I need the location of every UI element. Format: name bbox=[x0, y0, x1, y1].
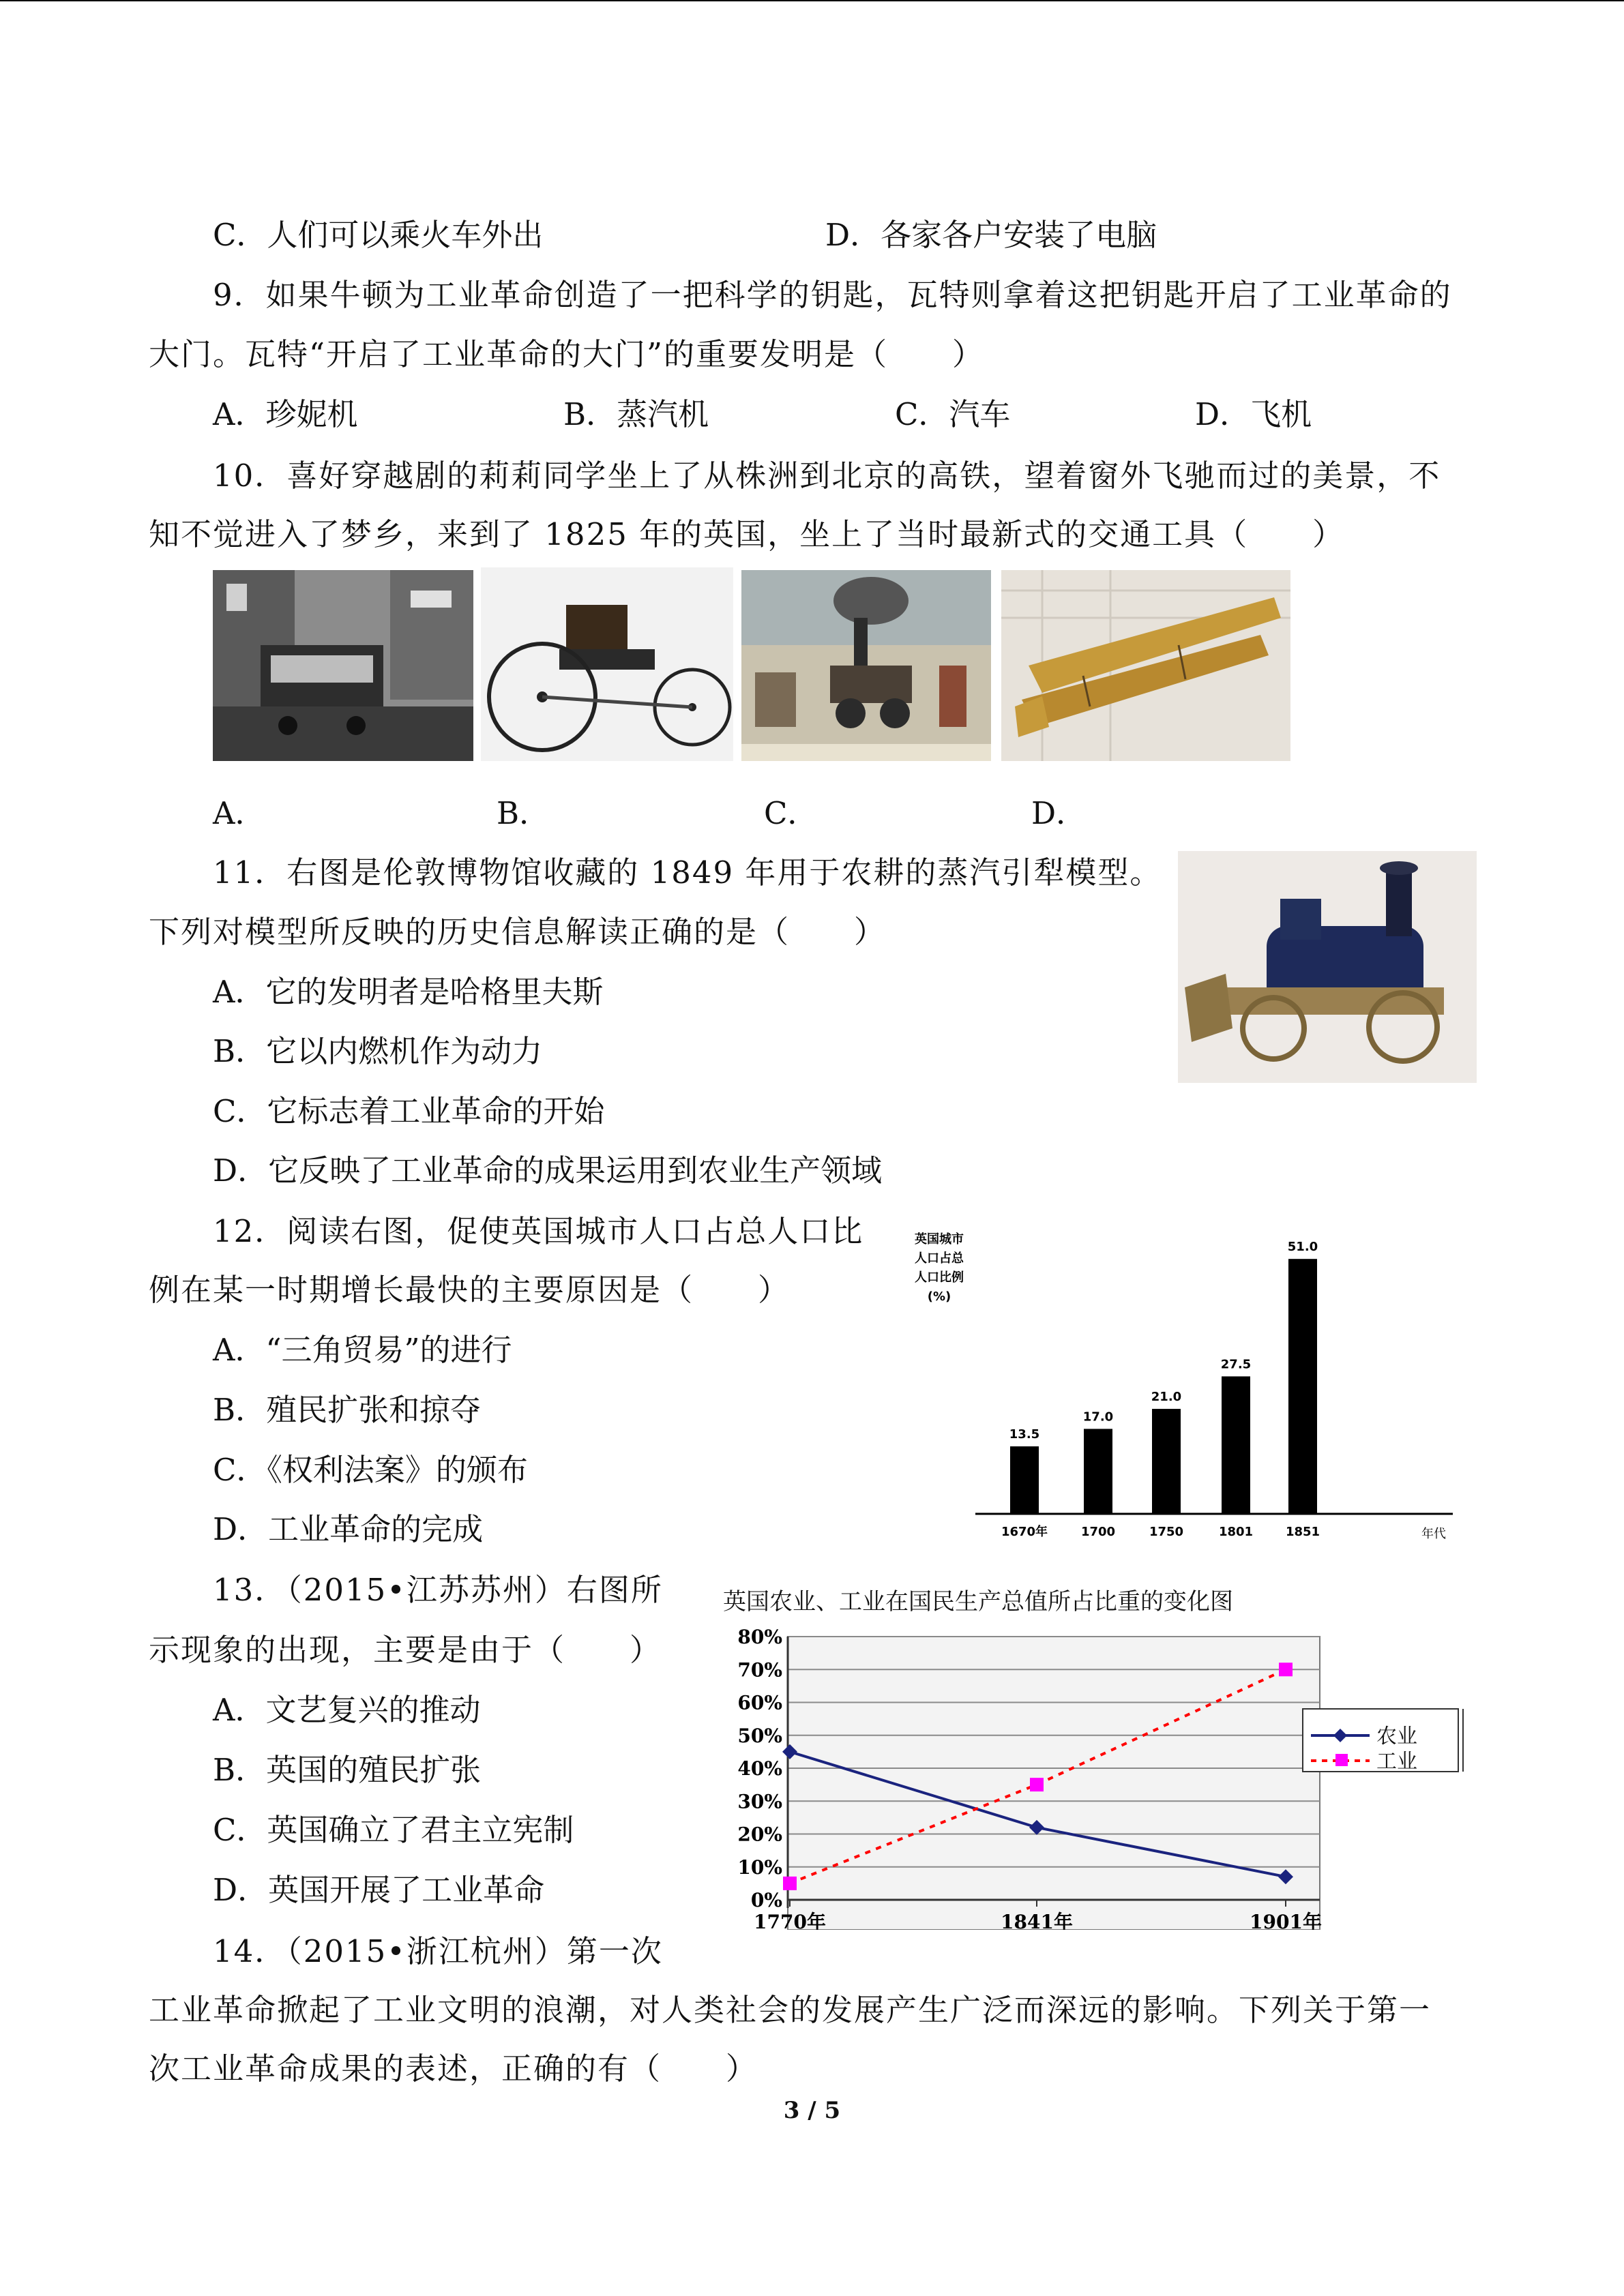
q12-option-a: A．“三角贸易”的进行 bbox=[213, 1332, 512, 1368]
q13-option-a: A．文艺复兴的推动 bbox=[213, 1692, 481, 1728]
q9-option-c: C．汽车 bbox=[895, 396, 1011, 432]
q10-photo-label-d: D． bbox=[1031, 795, 1087, 831]
line-chart-ytick: 40% bbox=[737, 1757, 782, 1780]
q12-option-c: C．《权利法案》的颁布 bbox=[213, 1452, 528, 1488]
q13-option-b: B．英国的殖民扩张 bbox=[213, 1752, 482, 1788]
bar-1851 bbox=[1288, 1259, 1317, 1514]
bar-value-label: 21.0 bbox=[1151, 1390, 1182, 1405]
q12-stem-line2: 例在某一时期增长最快的主要原因是（ ） bbox=[149, 1272, 791, 1308]
bar-1700 bbox=[1084, 1429, 1112, 1514]
q11-stem-line1: 11．右图是伦敦博物馆收藏的 1849 年用于农耕的蒸汽引犁模型。 bbox=[213, 854, 1162, 891]
line-chart-title: 英国农业、工业在国民生产总值所占比重的变化图 bbox=[723, 1588, 1233, 1615]
bar-1670年 bbox=[1010, 1446, 1039, 1514]
q9-stem-line1: 9．如果牛顿为工业革命创造了一把科学的钥匙，瓦特则拿着这把钥匙开启了工业革命的 bbox=[213, 277, 1452, 313]
line-chart-ytick: 80% bbox=[737, 1626, 782, 1648]
q10-photo-label-c: C． bbox=[764, 795, 818, 831]
q8-option-c: C．人们可以乘火车外出 bbox=[213, 217, 544, 253]
bar-chart-ylabel-line1: 英国城市 bbox=[915, 1232, 964, 1247]
line-chart-ytick: 30% bbox=[737, 1790, 782, 1813]
q10-stem-line1: 10．喜好穿越剧的莉莉同学坐上了从株洲到北京的高铁，望着窗外飞驰而过的美景，不 bbox=[213, 458, 1441, 494]
bar-chart-ylabel-line2: 人口占总 bbox=[915, 1251, 964, 1266]
bar-category-label: 1700 bbox=[1080, 1525, 1116, 1539]
bar-chart-xlabel: 年代 bbox=[1421, 1527, 1446, 1541]
q8-option-d: D．各家各户安装了电脑 bbox=[825, 217, 1157, 253]
bar-value-label: 51.0 bbox=[1287, 1240, 1318, 1255]
steam-locomotive-photo bbox=[741, 570, 991, 761]
steam-plough-model-photo bbox=[1178, 851, 1477, 1083]
bar-1801 bbox=[1222, 1376, 1250, 1514]
legend-agriculture-label: 农业 bbox=[1376, 1725, 1417, 1748]
q11-option-b: B．它以内燃机作为动力 bbox=[213, 1033, 543, 1069]
bar-chart-ylabel-line3: 人口比例 bbox=[915, 1270, 964, 1285]
line-chart-ytick: 20% bbox=[737, 1823, 782, 1846]
line-chart-xtick-label: 1901年 bbox=[1250, 1911, 1322, 1930]
page-number: 3 / 5 bbox=[783, 2097, 841, 2124]
line-chart-ytick: 60% bbox=[737, 1691, 782, 1714]
line-chart-ytick: 10% bbox=[737, 1855, 782, 1879]
q11-option-a: A．它的发明者是哈格里夫斯 bbox=[213, 974, 604, 1010]
biplane-photo bbox=[1001, 570, 1290, 761]
q12-option-b: B．殖民扩张和掠夺 bbox=[213, 1392, 482, 1428]
early-automobile-photo bbox=[481, 567, 733, 761]
q9-option-d: D．飞机 bbox=[1195, 396, 1312, 432]
line-chart-xtick-label: 1770年 bbox=[754, 1911, 826, 1930]
q9-option-b: B．蒸汽机 bbox=[563, 396, 709, 432]
series-industry-point bbox=[1030, 1778, 1044, 1791]
series-industry-point bbox=[1279, 1663, 1293, 1676]
q13-stem-line2: 示现象的出现，主要是由于（ ） bbox=[149, 1632, 662, 1668]
line-chart-xtick-label: 1841年 bbox=[1001, 1911, 1073, 1930]
q13-option-c: C．英国确立了君主立宪制 bbox=[213, 1812, 574, 1848]
line-chart-ytick: 70% bbox=[737, 1658, 782, 1682]
line-chart-ytick: 50% bbox=[737, 1724, 782, 1747]
gdp-share-line-chart bbox=[709, 1582, 1487, 1930]
line-chart-ytick: 0% bbox=[750, 1889, 782, 1911]
q13-option-d: D．英国开展了工业革命 bbox=[213, 1872, 545, 1908]
tram-photo bbox=[213, 570, 473, 761]
q9-stem-line2: 大门。瓦特“开启了工业革命的大门”的重要发明是（ ） bbox=[149, 336, 985, 372]
bar-value-label: 17.0 bbox=[1082, 1410, 1114, 1425]
q14-stem-line3: 次工业革命成果的表述，正确的有（ ） bbox=[149, 2051, 758, 2087]
bar-1750 bbox=[1152, 1409, 1181, 1514]
q10-photo-label-b: B． bbox=[497, 795, 550, 831]
bar-category-label: 1750 bbox=[1149, 1525, 1184, 1539]
q12-option-d: D．工业革命的完成 bbox=[213, 1511, 484, 1547]
bar-value-label: 13.5 bbox=[1009, 1427, 1040, 1442]
line-chart-plot-area bbox=[788, 1637, 1320, 1930]
q11-option-c: C．它标志着工业革命的开始 bbox=[213, 1093, 605, 1129]
series-industry-point bbox=[783, 1877, 797, 1890]
q11-stem-line2: 下列对模型所反映的历史信息解读正确的是（ ） bbox=[149, 914, 887, 950]
q14-stem-line2: 工业革命掀起了工业文明的浪潮，对人类社会的发展产生广泛而深远的影响。下列关于第一 bbox=[149, 1992, 1432, 2028]
page-top-border bbox=[0, 0, 1624, 1]
q10-stem-line2: 知不觉进入了梦乡，来到了 1825 年的英国，坐上了当时最新式的交通工具（ ） bbox=[149, 516, 1345, 552]
urban-population-bar-chart bbox=[900, 1224, 1460, 1551]
bar-value-label: 27.5 bbox=[1220, 1357, 1252, 1372]
bar-category-label: 1801 bbox=[1218, 1525, 1254, 1539]
q11-option-d: D．它反映了工业革命的成果运用到农业生产领域 bbox=[213, 1152, 883, 1189]
legend-industry-label: 工业 bbox=[1376, 1750, 1417, 1774]
q9-option-a: A．珍妮机 bbox=[213, 396, 358, 432]
bar-chart-ylabel-line4: (%) bbox=[927, 1289, 951, 1304]
q10-photo-label-a: A． bbox=[213, 795, 266, 831]
bar-category-label: 1851 bbox=[1285, 1525, 1320, 1539]
bar-category-label: 1670年 bbox=[1001, 1525, 1048, 1539]
q14-stem-line1: 14．（2015•浙江杭州）第一次 bbox=[213, 1933, 663, 1969]
line-chart-legend bbox=[1303, 1709, 1463, 1774]
q13-stem-line1: 13．（2015•江苏苏州）右图所 bbox=[213, 1572, 663, 1608]
q12-stem-line1: 12．阅读右图，促使英国城市人口占总人口比 bbox=[213, 1213, 864, 1249]
